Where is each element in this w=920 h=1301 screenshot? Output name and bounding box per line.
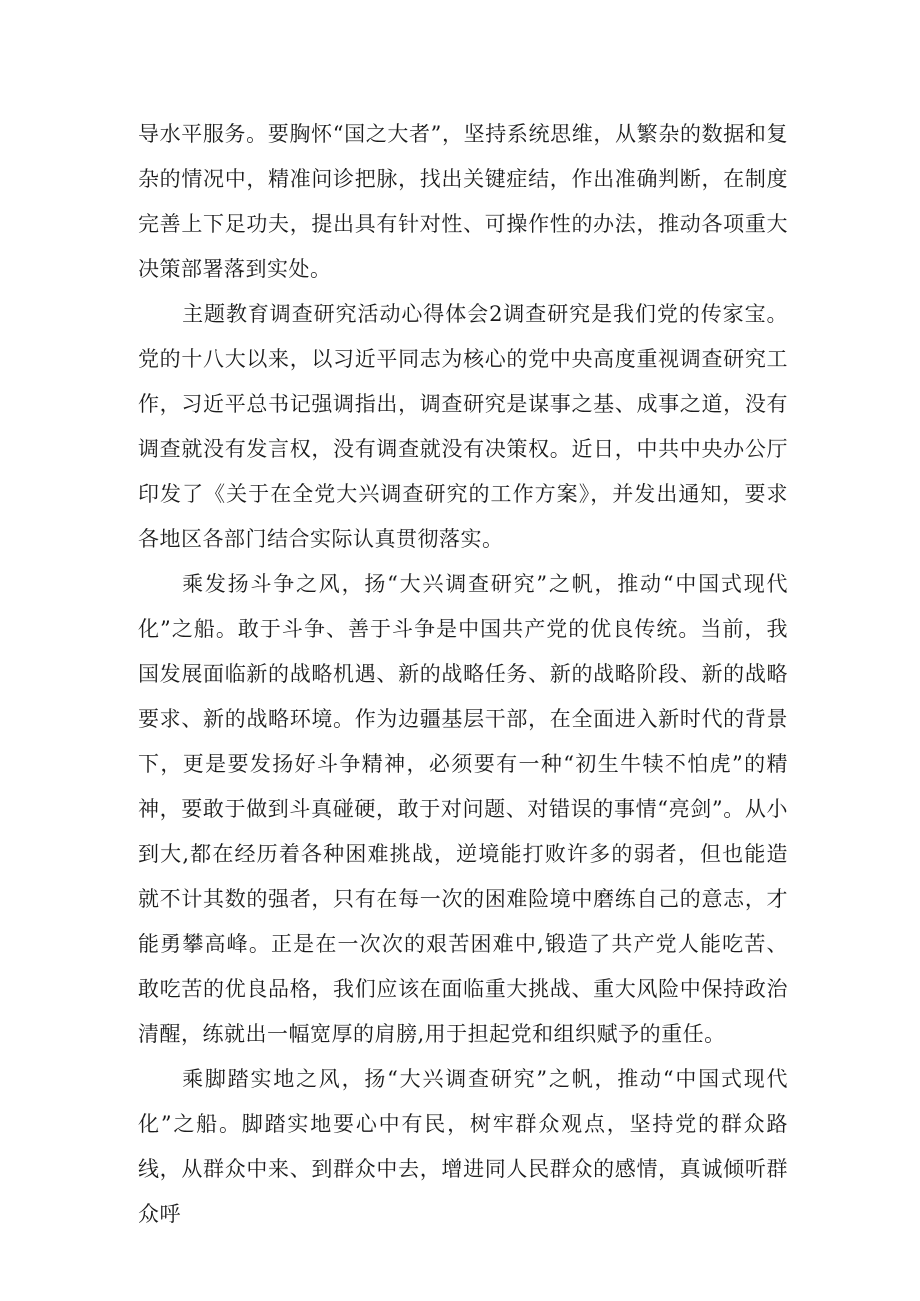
paragraph-essay-intro: 主题教育调查研究活动心得体会2调查研究是我们党的传家宝。党的十八大以来，以习近平同志为核心的党中央高度重视调查研究工作，习近平总书记强调指出，调查研究是谋事之基、成事之道，没有调查就没有发言权，没有调查就没有决策权。近日，中共中央办公厅印发了《关于在全党大兴调查研究的工作方案》，并发出通知，要求各地区各部门结合实际认真贯彻落实。 xyxy=(138,302,788,551)
body-text xyxy=(138,112,788,1237)
paragraph-down-to-earth: 乘脚踏实地之风，扬“大兴调查研究”之帆，推动“中国式现代化”之船。脚踏实地要心中有民，树牢群众观点，坚持党的群众路线，从群众中来、到群众中去，增进同人民群众的感情，真诚倾听群众呼 xyxy=(138,1067,788,1226)
paragraph-continuation: 导水平服务。要胸怀“国之大者”，坚持系统思维，从繁杂的数据和复杂的情况中，精准问诊把脉，找出关键症结，作出准确判断，在制度完善上下足功夫，提出具有针对性、可操作性的办法，推动各项重大决策部署落到实处。 xyxy=(138,122,788,281)
paragraph-struggle-spirit: 乘发扬斗争之风，扬“大兴调查研究”之帆，推动“中国式现代化”之船。敢于斗争、善于斗争是中国共产党的优良传统。当前，我国发展面临新的战略机遇、新的战略任务、新的战略阶段、新的战略要求、新的战略环境。作为边疆基层干部，在全面进入新时代的背景下，更是要发扬好斗争精神，必须要有一种“初生牛犊不怕虎”的精神，要敢于做到斗真碰硬，敢于对问题、对错误的事情“亮剑”。从小到大,都在经历着各种困难挑战，逆境能打败许多的弱者，但也能造就不计其数的强者，只有在每一次的困难险境中磨练自己的意志，才能勇攀高峰。正是在一次次的艰苦困难中,锻造了共产党人能吃苦、敢吃苦的优良品格，我们应该在面临重大挑战、重大风险中保持政治清醒，练就出一幅宽厚的肩膀,用于担起党和组织赋予的重任。 xyxy=(138,572,788,1046)
